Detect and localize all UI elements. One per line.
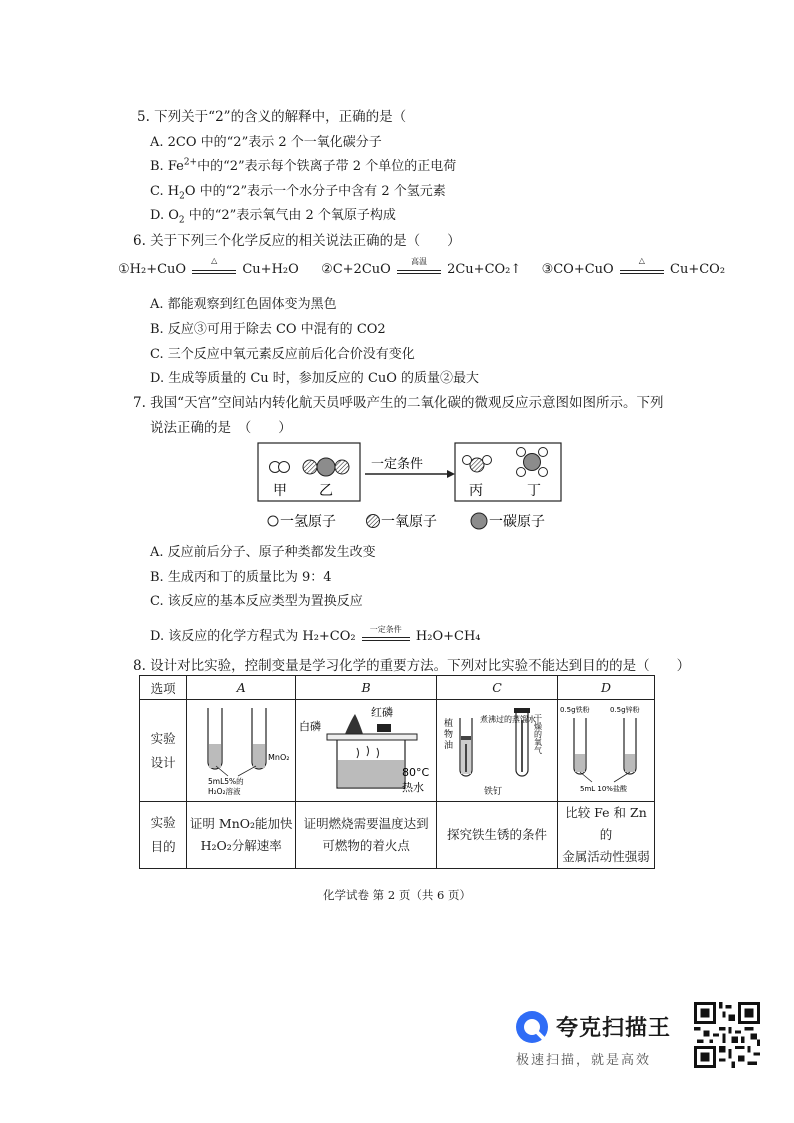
header-b: B (296, 676, 437, 700)
design-b-cell (296, 700, 437, 802)
q5-option-c: C. $H_2O$ 中的“2”表示一个水分子中含有 2 个氢元素 (150, 184, 446, 202)
q7-reaction-diagram (255, 440, 565, 536)
brand-slogan: 极速扫描，就是高效 (516, 1053, 652, 1068)
red-phosphorus-label: 红磷 (371, 706, 394, 719)
eq2-left: ②C+2CuO (321, 262, 391, 277)
eq3-right: Cu+CO₂ (670, 262, 726, 277)
solution-label-2: H₂O₂溶液 (208, 787, 241, 796)
rust-tubes-c-figure (438, 700, 556, 798)
page-footer: 化学试卷 第 2 页（共 6 页） (323, 888, 471, 902)
eq3-arrow: △ (620, 263, 664, 277)
h2-molecule-icon (270, 462, 290, 473)
reaction-condition: 一定条件 (371, 457, 424, 472)
oil-label-1: 植 (444, 719, 454, 729)
header-option: 选项 (140, 676, 187, 700)
eq1-left: ①H₂+CuO (118, 262, 187, 277)
reaction-arrowhead (447, 470, 455, 478)
ch4-molecule-icon (517, 448, 548, 477)
header-d: D (557, 676, 654, 700)
q6-equations (118, 255, 726, 277)
legend-h-icon (268, 516, 278, 526)
purpose-d: 比较 Fe 和 Zn 的 金属活动性强弱 (557, 802, 654, 869)
design-d-cell (557, 700, 654, 802)
iron-nail-label: 铁钉 (484, 787, 503, 797)
purpose-row-label: 实验 目的 (140, 802, 187, 869)
oil-label-2: 物 (444, 730, 454, 740)
q5-stem: 5. 下列关于“2”的含义的解释中，正确的是（ (137, 109, 407, 125)
h2o-molecule-icon (463, 456, 492, 473)
purpose-b: 证明燃烧需要温度达到 可燃物的着火点 (296, 802, 437, 869)
purpose-a: 证明 MnO₂能加快 H₂O₂分解速率 (187, 802, 296, 869)
hot-water-label: 热水 (402, 781, 425, 794)
table-header-row (140, 676, 655, 700)
label-ding: 丁 (527, 483, 541, 499)
label-yi: 乙 (319, 483, 333, 499)
hcl-label: 5mL 10%盐酸 (579, 785, 627, 793)
temperature-label: 80°C (402, 766, 430, 779)
quark-logo-icon (514, 1009, 550, 1045)
beaker-b-figure (297, 700, 435, 798)
table-purpose-row (140, 802, 655, 869)
q8-stem: 8. 设计对比实验，控制变量是学习化学的重要方法。下列对比实验不能达到目的的是（ ） (133, 658, 691, 674)
q7-stem-line1: 7. 我国“天宫”空间站内转化航天员呼吸产生的二氧化碳的微观反应示意图如图所示。下列 (133, 395, 664, 411)
boiled-water-label: 煮沸过的蒸馏水 (480, 715, 536, 724)
q5-option-b: B. $Fe^{2+}$中的“2”表示每个铁离子带 2 个单位的正电荷 (150, 157, 457, 174)
legend-o-icon (367, 515, 380, 528)
label-bing: 丙 (469, 483, 483, 499)
purpose-c: 探究铁生锈的条件 (437, 802, 558, 869)
design-a-cell (187, 700, 296, 802)
design-row-label: 实验 设计 (140, 700, 187, 802)
dry-oxygen-label: 干燥的氧气 (533, 714, 543, 754)
iron-powder-label: 0.5g铁粉 (559, 706, 590, 714)
oil-label-3: 油 (444, 741, 454, 751)
q7-option-b: B. 生成丙和丁的质量比为 9：4 (150, 570, 332, 585)
q6-option-c: C. 三个反应中氧元素反应前后化合价没有变化 (150, 347, 415, 362)
eq1-arrow: △ (192, 263, 236, 277)
eq1-right: Cu+H₂O (242, 262, 299, 277)
q6-option-b: B. 反应③可用于除去 CO 中混有的 CO2 (150, 322, 386, 337)
solution-label-1: 5mL5%的 (208, 777, 244, 786)
eq2-arrow: 高温 (397, 263, 441, 277)
q8-experiment-table (139, 675, 655, 869)
legend-c: 一碳原子 (489, 514, 545, 530)
q7-option-d: D. 该反应的化学方程式为 H₂+CO₂ 一定条件 H₂O+CH₄ (150, 624, 481, 644)
legend-o: 一氧原子 (381, 514, 437, 530)
legend-h: 一氢原子 (280, 514, 336, 530)
header-c: C (437, 676, 558, 700)
qr-code-icon[interactable] (694, 1002, 760, 1068)
q5-option-d: D. $O_2$ 中的“2”表示氧气由 2 个氧原子构成 (150, 208, 396, 226)
acid-tubes-d-figure (558, 700, 654, 798)
design-c-cell (437, 700, 558, 802)
q6-stem: 6. 关于下列三个化学反应的相关说法正确的是（ ） (133, 233, 461, 249)
q7-option-c: C. 该反应的基本反应类型为置换反应 (150, 594, 363, 609)
white-phosphorus-label: 白磷 (299, 720, 322, 733)
q7-d-arrow: 一定条件 (362, 630, 410, 644)
q7-stem-line2: 说法正确的是 （ ） (150, 420, 292, 436)
mno2-label: MnO₂ (268, 753, 290, 762)
brand-name: 夸克扫描王 (556, 1016, 672, 1041)
header-a: A (187, 676, 296, 700)
eq2-right: 2Cu+CO₂↑ (447, 262, 522, 277)
q6-option-a: A. 都能观察到红色固体变为黑色 (150, 297, 337, 312)
q5-option-a: A. 2CO 中的“2”表示 2 个一氧化碳分子 (150, 135, 382, 150)
co2-molecule-icon (303, 458, 349, 476)
zinc-powder-label: 0.5g锌粉 (609, 706, 640, 714)
q7-option-a: A. 反应前后分子、原子种类都发生改变 (150, 545, 376, 560)
eq3-left: ③CO+CuO (541, 262, 614, 277)
flame-icon (345, 714, 363, 734)
legend-c-icon (471, 513, 487, 529)
label-jia: 甲 (273, 483, 287, 499)
test-tubes-a-figure (188, 700, 294, 798)
q6-option-d: D. 生成等质量的 Cu 时，参加反应的 CuO 的质量②最大 (150, 371, 480, 386)
table-design-row (140, 700, 655, 802)
